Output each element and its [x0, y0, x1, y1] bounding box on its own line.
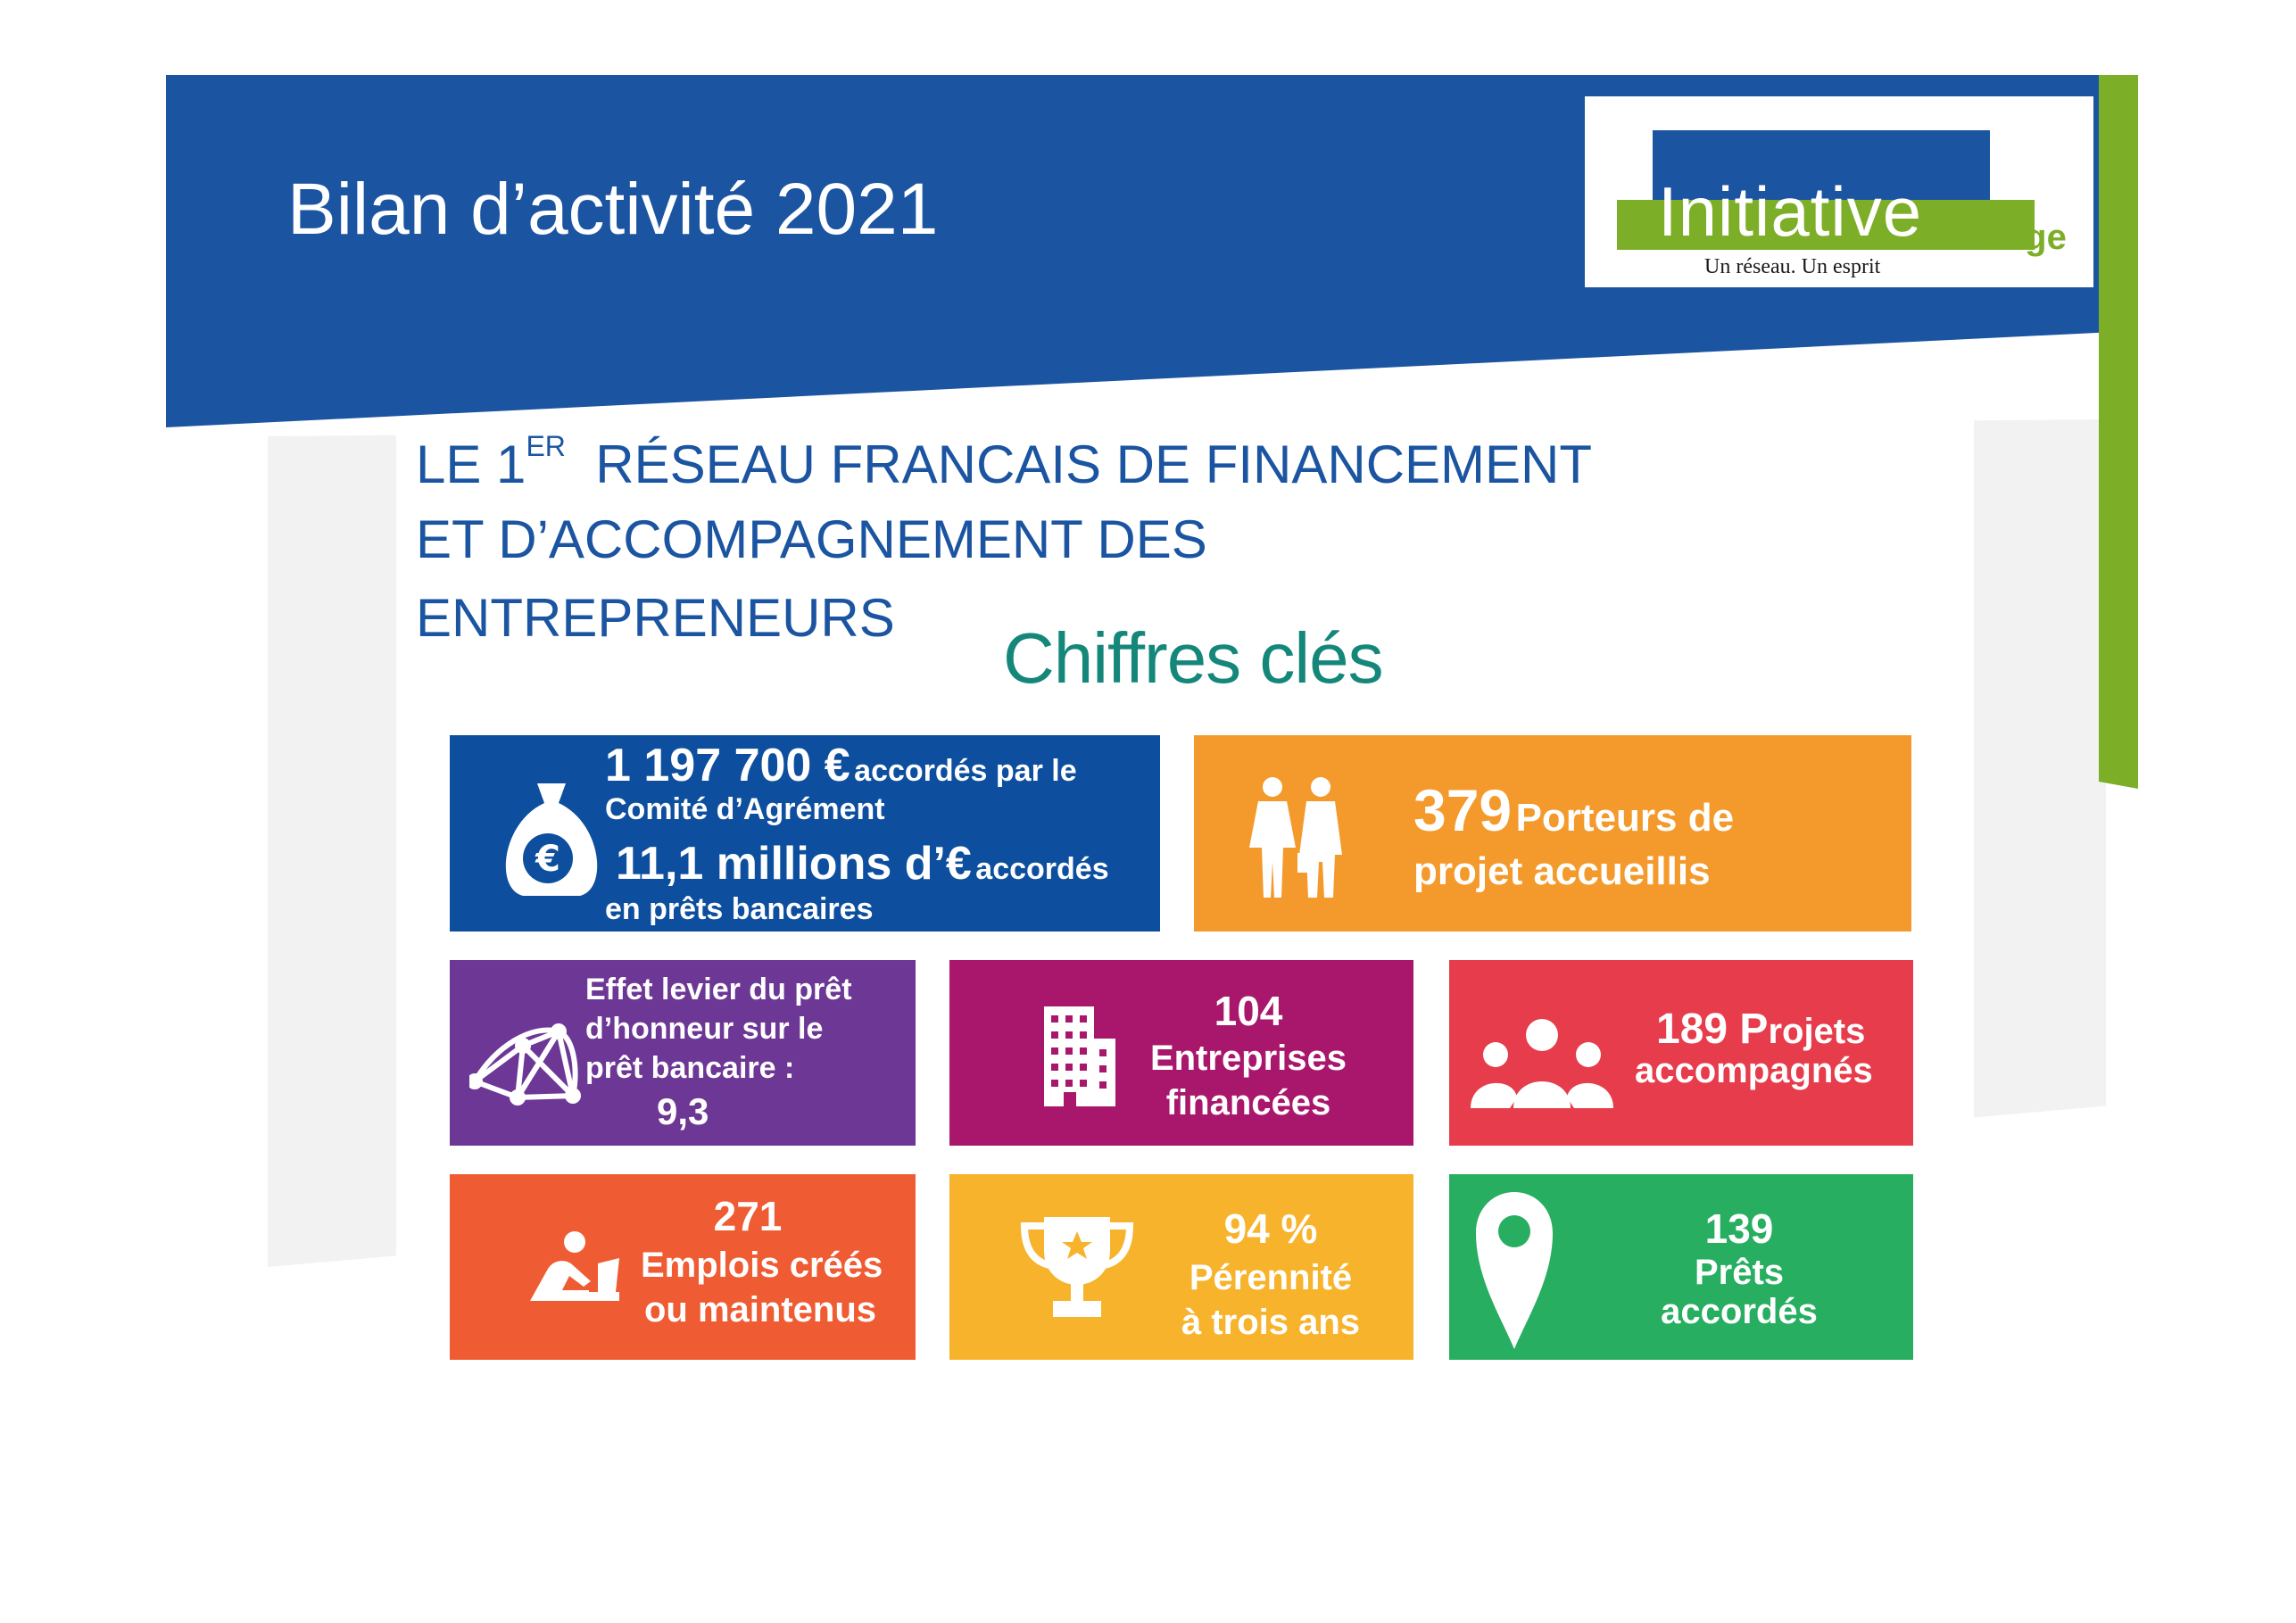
slogan-line-2: ET D’ACCOMPAGNEMENT DES — [416, 509, 1207, 569]
svg-text:€: € — [535, 839, 560, 880]
green-accent-strip — [2099, 75, 2138, 789]
money-bag-icon — [496, 776, 607, 901]
leverage-line1: Effet levier du prêt — [585, 973, 852, 1006]
sustainability-value: 94 % — [1223, 1205, 1318, 1252]
tile-jobs — [450, 1174, 916, 1360]
tile-sustainability — [949, 1174, 1413, 1360]
funding-amount: 1 197 700 € — [605, 740, 850, 791]
building-icon — [1044, 1006, 1115, 1106]
sustainability-line1: Pérennité — [1189, 1258, 1353, 1297]
section-title: Chiffres clés — [1003, 618, 1383, 698]
funding-committee: Comité d’Agrément — [605, 792, 885, 826]
companies-line1: Entreprises — [1149, 1039, 1347, 1078]
jobs-value: 271 — [713, 1193, 783, 1239]
trophy-icon — [1019, 1212, 1135, 1321]
tile-loans — [1449, 1174, 1913, 1360]
slogan-superscript: ER — [526, 430, 566, 462]
slogan-line-3: ENTREPRENEURS — [416, 588, 895, 648]
projects-line2: accompagnés — [1635, 1051, 1873, 1090]
loans-line2: accordés — [1661, 1292, 1818, 1331]
tile-leverage — [450, 960, 916, 1146]
projects-value-suffix: rojets — [1768, 1012, 1866, 1051]
funding-bank-line2: en prêts bancaires — [605, 892, 874, 926]
projects-value: 189 P — [1656, 1006, 1769, 1053]
jobs-line2: ou maintenus — [644, 1290, 877, 1329]
companies-line2: financées — [1165, 1083, 1331, 1122]
leverage-value: 9,3 — [657, 1090, 709, 1132]
slogan-line-1 — [416, 430, 1592, 495]
holders-label2: projet accueillis — [1413, 849, 1711, 893]
people-icon — [1247, 776, 1346, 898]
jobs-line1: Emplois créés — [641, 1246, 883, 1285]
holders-label1: Porteurs de — [1515, 796, 1735, 840]
loans-value: 139 — [1704, 1205, 1774, 1252]
funding-bank-suffix: accordés — [975, 852, 1109, 886]
tile-funding — [450, 735, 1160, 932]
page-title: Bilan d’activité 2021 — [287, 169, 939, 250]
location-pin-icon — [1476, 1192, 1553, 1349]
tile-companies — [949, 960, 1413, 1146]
logo-tagline: Un réseau. Un esprit — [1704, 255, 1881, 278]
sustainability-line2: à trois ans — [1181, 1303, 1361, 1342]
slogan-suffix: RÉSEAU FRANCAIS DE FINANCEMENT — [595, 435, 1593, 494]
companies-value: 104 — [1214, 988, 1283, 1034]
funding-bank-amount: 11,1 millions d’€ — [616, 838, 972, 890]
leverage-line3: prêt bancaire : — [585, 1051, 795, 1085]
network-icon — [469, 1019, 585, 1106]
worker-icon — [526, 1230, 619, 1301]
logo-word: Initiative — [1658, 172, 1923, 251]
slogan-prefix: LE 1 — [416, 435, 526, 494]
logo-sub: ariège — [1961, 218, 2067, 257]
tile-projects — [1449, 960, 1913, 1146]
group-icon — [1471, 1019, 1613, 1108]
holders-value: 379 — [1413, 777, 1513, 843]
loans-line1: Prêts — [1694, 1253, 1785, 1292]
leverage-line2: d’honneur sur le — [585, 1012, 824, 1046]
funding-amount-suffix: accordés par le — [854, 754, 1077, 788]
tile-holders — [1194, 735, 1911, 932]
